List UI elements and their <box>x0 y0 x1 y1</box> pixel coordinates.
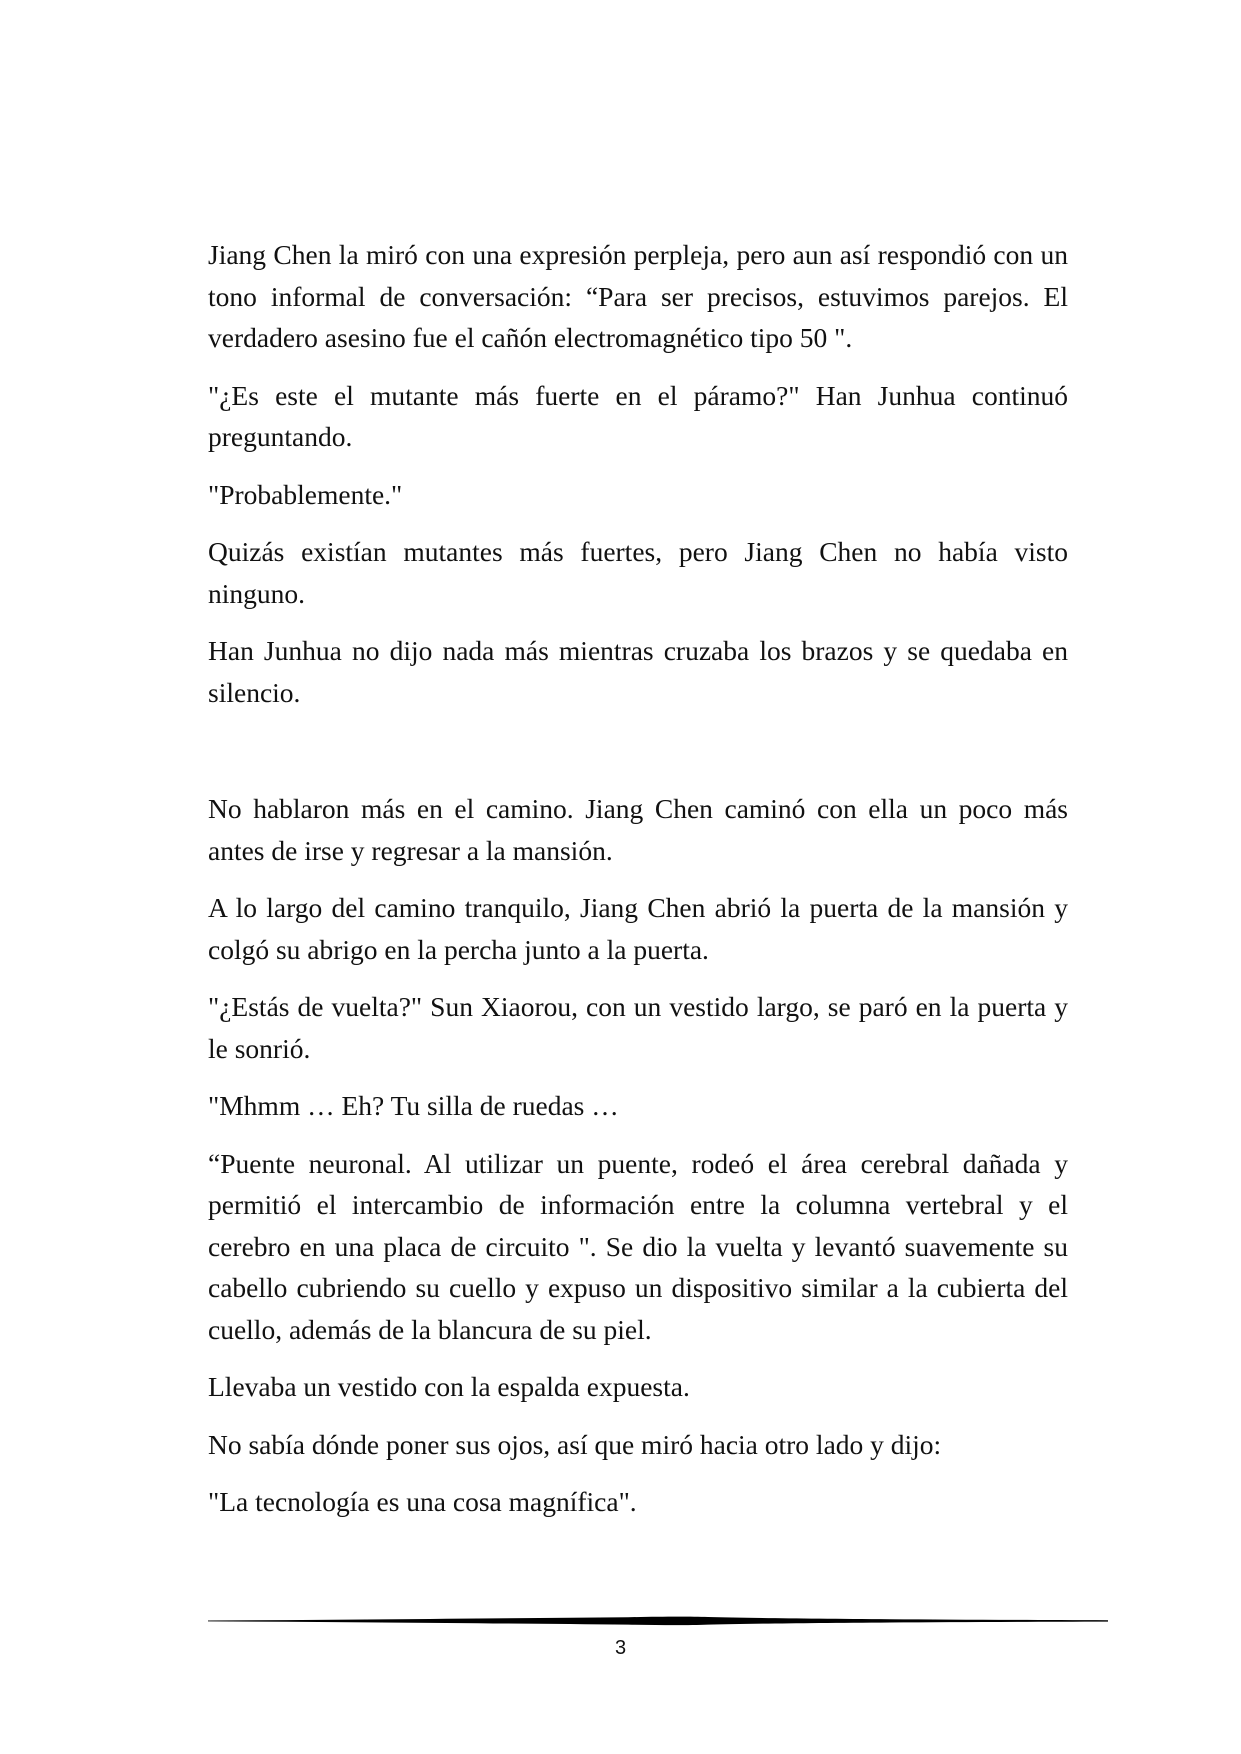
paragraph: "Mhmm … Eh? Tu silla de ruedas … <box>208 1090 619 1121</box>
footer-divider <box>208 1614 1108 1628</box>
paragraph: Han Junhua no dijo nada más mientras cruzaba los brazos y se quedaba en silencio. <box>208 635 1068 708</box>
paragraph: "La tecnología es una cosa magnífica". <box>208 1486 637 1517</box>
paragraph: "¿Es este el mutante más fuerte en el páramo?" Han Junhua continuó preguntando. <box>208 379 1068 452</box>
text-section-1 <box>208 234 1068 713</box>
paragraph: "¿Estás de vuelta?" Sun Xiaorou, con un vestido largo, se paró en la puerta y le sonrió. <box>208 991 1068 1064</box>
paragraph: "Probablemente." <box>208 478 403 510</box>
paragraph: No sabía dónde poner sus ojos, así que miró hacia otro lado y dijo: <box>208 1428 942 1460</box>
footer-divider-stroke <box>208 1617 1108 1625</box>
paragraph: “Puente neuronal. Al utilizar un puente, rodeó el área cerebral dañada y permitió el intercambio de información entre la columna vertebral y el cerebro en una placa de circuito ". Se dio la vuelta y levantó suavemente su cabello cubriendo su cuello y expuso un dispositivo similar a la cubierta del cuello, además de la blancura de su piel. <box>208 1147 1068 1345</box>
paragraph: Quizás existían mutantes más fuertes, pero Jiang Chen no había visto ninguno. <box>208 536 1068 609</box>
paragraph: A lo largo del camino tranquilo, Jiang Chen abrió la puerta de la mansión y colgó su abrigo en la percha junto a la puerta. <box>208 892 1068 965</box>
paragraph: Llevaba un vestido con la espalda expuesta. <box>208 1371 690 1402</box>
paragraph: Jiang Chen la miró con una expresión perpleja, pero aun así respondió con un tono informal de conversación: “Para ser precisos, estuvimos parejos. El verdadero asesino fue el cañón electromagnético tipo 50 ". <box>208 239 1068 353</box>
page-number: 3 <box>614 1637 627 1659</box>
text-section-2 <box>208 788 1068 1523</box>
paragraph: No hablaron más en el camino. Jiang Chen caminó con ella un poco más antes de irse y regresar a la mansión. <box>208 793 1068 866</box>
